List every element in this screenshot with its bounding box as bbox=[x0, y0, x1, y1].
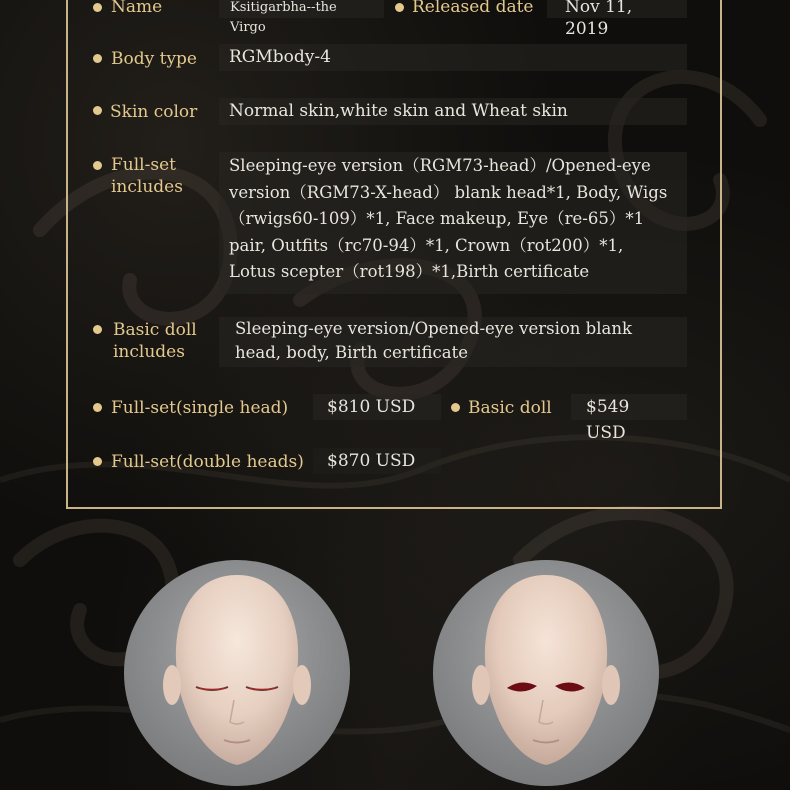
bullet-dot bbox=[451, 403, 460, 412]
bullet-dot bbox=[395, 3, 404, 12]
bullet-dot bbox=[93, 106, 102, 115]
full-set-includes-value bbox=[219, 152, 687, 294]
skin-color-value: Normal skin,white skin and Wheat skin bbox=[219, 98, 687, 125]
full-set-line: pair, Outfits（rc70-94）*1, Crown（rot200）*1, bbox=[229, 235, 624, 255]
bullet-dot bbox=[93, 3, 102, 12]
basic-doll-label-line1: Basic doll bbox=[113, 320, 197, 340]
released-date-value: Nov 11, 2019 bbox=[547, 0, 687, 18]
basic-doll-includes-value bbox=[219, 317, 687, 367]
basic-doll-label-line2: includes bbox=[113, 342, 185, 362]
full-set-double-price: $870 USD bbox=[313, 448, 441, 474]
full-set-double-label: Full-set(double heads) bbox=[111, 452, 304, 472]
name-label: Name bbox=[111, 0, 163, 17]
bullet-dot bbox=[93, 54, 102, 63]
opened-eye-head-image bbox=[433, 560, 659, 786]
full-set-single-price: $810 USD bbox=[313, 394, 441, 420]
full-set-label-line1: Full-set bbox=[111, 155, 176, 175]
bullet-dot bbox=[93, 161, 102, 170]
full-set-line: Lotus scepter（rot198）*1,Birth certificate bbox=[229, 262, 590, 281]
name-value: Ksitigarbha--the Virgo bbox=[219, 0, 384, 18]
basic-doll-label: Basic doll bbox=[468, 398, 552, 418]
basic-doll-line: Sleeping-eye version/Opened-eye version blank bbox=[235, 319, 632, 338]
bullet-dot bbox=[93, 325, 102, 334]
full-set-line: Sleeping-eye version（RGM73-head）/Opened-eye bbox=[229, 156, 651, 175]
body-type-value: RGMbody-4 bbox=[219, 44, 687, 71]
basic-doll-price: $549 USD bbox=[571, 394, 687, 420]
released-date-label: Released date bbox=[412, 0, 534, 17]
full-set-line: （rwigs60-109）*1, Face makeup, Eye（re-65）*1 bbox=[229, 209, 645, 228]
full-set-line: version（RGM73-X-head） blank head*1, Body, Wigs bbox=[229, 182, 668, 202]
sleeping-eye-head-image bbox=[124, 560, 350, 786]
full-set-includes-label bbox=[111, 154, 183, 198]
skin-color-label: Skin color bbox=[110, 102, 198, 122]
full-set-label-line2: includes bbox=[111, 177, 183, 197]
bullet-dot bbox=[93, 457, 102, 466]
bullet-dot bbox=[93, 403, 102, 412]
basic-doll-includes-label bbox=[113, 319, 197, 363]
full-set-single-label: Full-set(single head) bbox=[111, 398, 289, 418]
basic-doll-line: head, body, Birth certificate bbox=[235, 343, 469, 362]
body-type-label: Body type bbox=[111, 49, 197, 69]
